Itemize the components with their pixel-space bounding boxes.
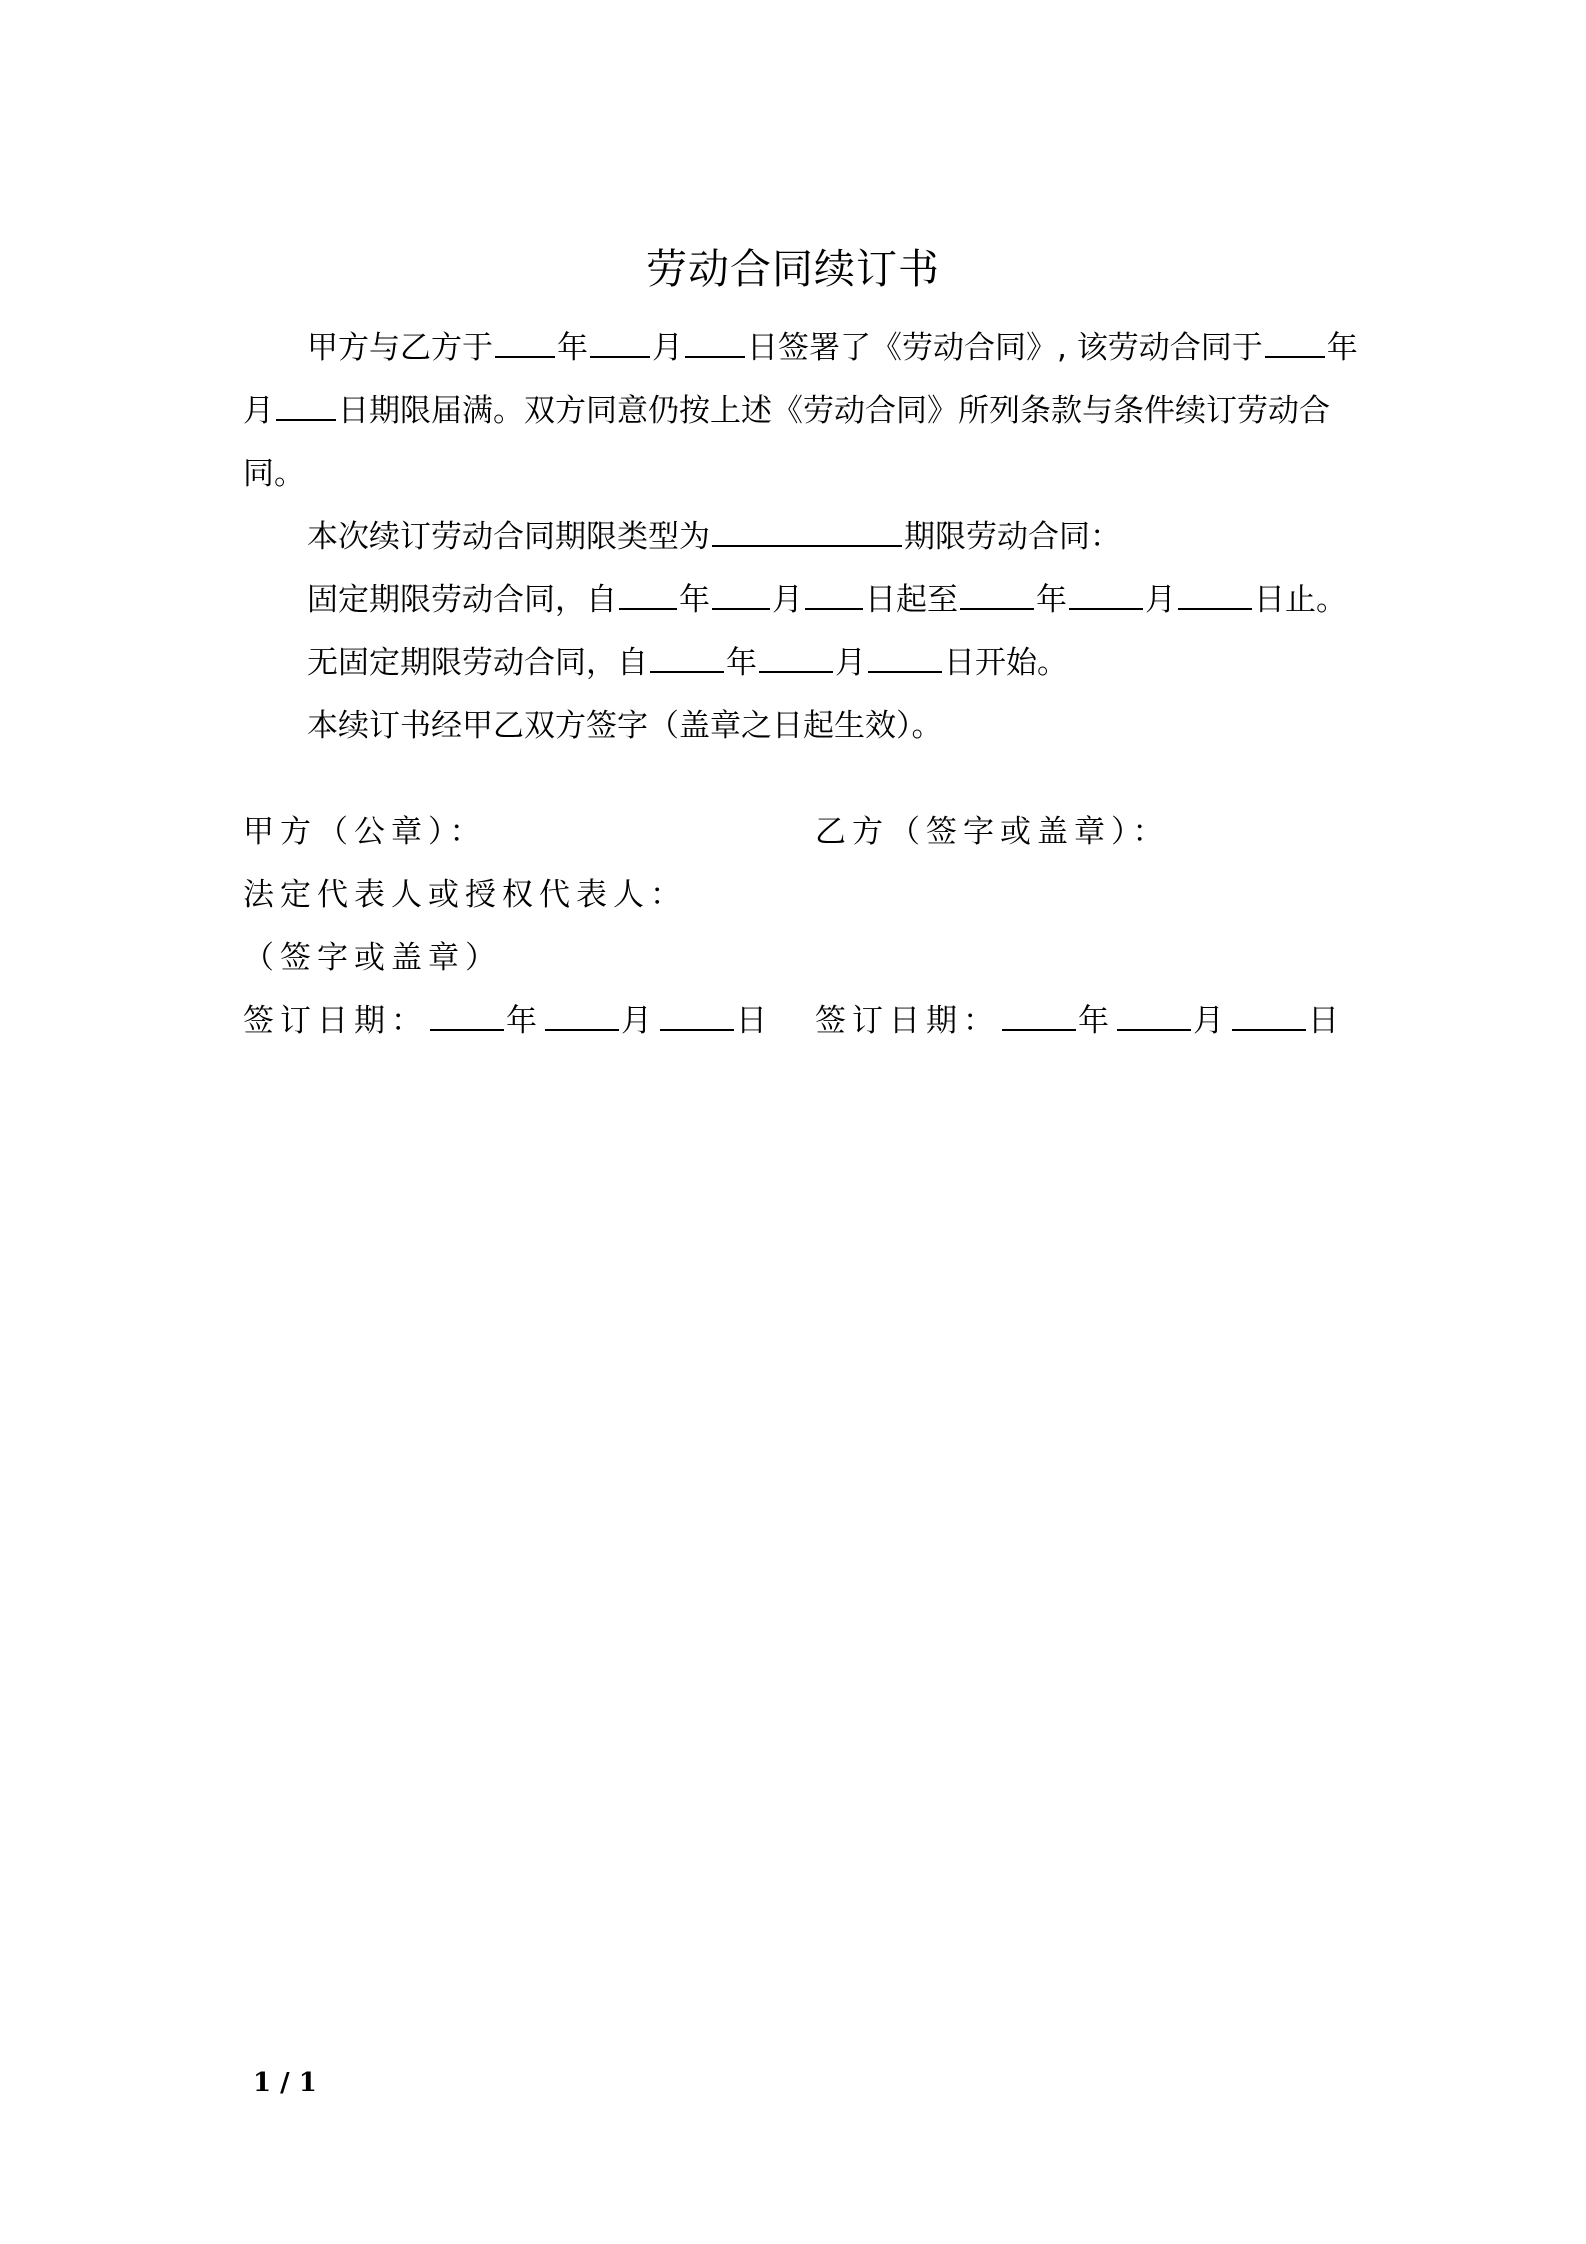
- text: 年: [1036, 582, 1067, 618]
- text: 年: [726, 645, 757, 681]
- fixed-term-line: [307, 580, 1347, 620]
- text: 月: [243, 393, 274, 429]
- text: 月: [1145, 582, 1176, 618]
- text: 日止。: [1254, 582, 1347, 618]
- start-year-blank[interactable]: [619, 581, 677, 610]
- open-term-line: [307, 643, 1068, 683]
- text: 年: [506, 1003, 543, 1039]
- text: 日签署了《劳动合同》, 该劳动合同于: [747, 330, 1263, 366]
- start-day-blank[interactable]: [805, 581, 863, 610]
- end-day-blank[interactable]: [1178, 581, 1252, 610]
- year-blank[interactable]: [495, 329, 555, 358]
- party-a-sign-date: [243, 1001, 773, 1041]
- party-b-sign-date: [815, 1001, 1345, 1041]
- text: 同。: [243, 456, 305, 492]
- representative-label: 法定代表人或授权代表人：: [243, 877, 687, 913]
- document-title: 劳动合同续订书: [646, 245, 940, 293]
- party-a-month-blank[interactable]: [545, 1002, 619, 1031]
- text: 月: [772, 582, 803, 618]
- open-start-month-blank[interactable]: [759, 644, 833, 673]
- date-label: 签订日期：: [243, 1003, 428, 1039]
- text: 月: [621, 1003, 658, 1039]
- text: 日期限届满。双方同意仍按上述《劳动合同》所列条款与条件续订劳动合: [338, 393, 1330, 429]
- text: 本次续订劳动合同期限类型为: [307, 519, 710, 555]
- text: 月: [835, 645, 866, 681]
- text: 本续订书经甲乙双方签字（盖章之日起生效）。: [307, 708, 943, 744]
- text: 年: [1078, 1003, 1115, 1039]
- party-b-month-blank[interactable]: [1117, 1002, 1191, 1031]
- paragraph-signing-line-3: [243, 454, 305, 494]
- text: 年: [1326, 330, 1358, 366]
- party-b-day-blank[interactable]: [1232, 1002, 1306, 1031]
- text: 年: [557, 330, 588, 366]
- text: 年: [679, 582, 710, 618]
- sign-or-seal-label: （签字或盖章）: [243, 940, 502, 976]
- page-number: 1 / 1: [253, 2068, 317, 2098]
- text: 日: [1308, 1003, 1345, 1039]
- expiry-year-blank[interactable]: [1265, 329, 1325, 358]
- text: 固定期限劳动合同，自: [307, 582, 617, 618]
- day-blank[interactable]: [685, 329, 745, 358]
- text: 期限劳动合同：: [904, 519, 1121, 555]
- end-month-blank[interactable]: [1069, 581, 1143, 610]
- party-b-year-blank[interactable]: [1002, 1002, 1076, 1031]
- term-type-line: [307, 517, 1121, 557]
- date-label: 签订日期：: [815, 1003, 1000, 1039]
- text: 日开始。: [944, 645, 1068, 681]
- text: 无固定期限劳动合同，自: [307, 645, 648, 681]
- paragraph-signing-line-1: [307, 328, 1358, 368]
- open-start-year-blank[interactable]: [650, 644, 724, 673]
- text: 月: [1193, 1003, 1230, 1039]
- text: 甲方与乙方于: [307, 330, 493, 366]
- effective-clause: [307, 706, 943, 746]
- end-year-blank[interactable]: [960, 581, 1034, 610]
- text: 日起至: [865, 582, 958, 618]
- paragraph-signing-line-2: [243, 391, 1330, 431]
- start-month-blank[interactable]: [712, 581, 770, 610]
- month-blank[interactable]: [590, 329, 650, 358]
- text: 日: [736, 1003, 773, 1039]
- party-a-day-blank[interactable]: [660, 1002, 734, 1031]
- party-b-label: 乙方（签字或盖章）：: [815, 814, 1170, 850]
- party-a-label: 甲方（公章）：: [243, 814, 487, 850]
- term-type-blank[interactable]: [712, 518, 902, 547]
- open-start-day-blank[interactable]: [868, 644, 942, 673]
- expiry-day-blank[interactable]: [276, 392, 336, 421]
- text: 月: [652, 330, 683, 366]
- party-a-year-blank[interactable]: [430, 1002, 504, 1031]
